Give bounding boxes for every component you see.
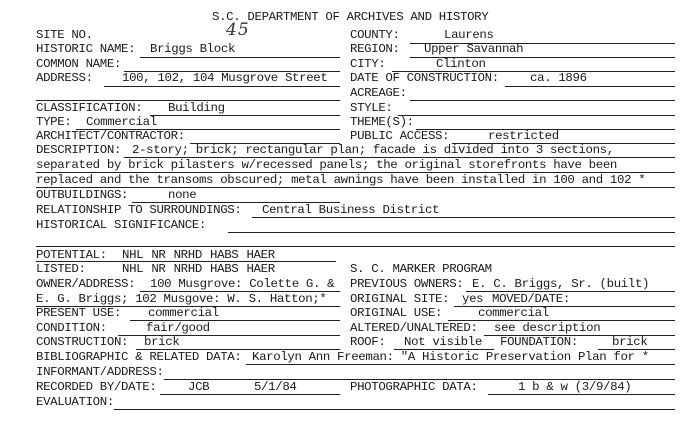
relationship-label: RELATIONSHIP TO SURROUNDINGS: (36, 203, 242, 217)
relationship-rule (252, 217, 675, 218)
original-use-label: ORIGINAL USE: (350, 306, 443, 320)
classification-value: Building (168, 101, 225, 115)
type-label: TYPE: (36, 115, 72, 129)
county-value: Laurens (444, 28, 494, 42)
date-of-construction-label: DATE OF CONSTRUCTION: (350, 71, 499, 85)
owner-label: OWNER/ADDRESS: (36, 277, 136, 291)
evaluation-label: EVALUATION: (36, 395, 114, 409)
owner-line-1: 100 Musgrove: Colette G. & (150, 277, 335, 291)
form-header: S.C. DEPARTMENT OF ARCHIVES AND HISTORY (212, 10, 489, 24)
county-label: COUNTY: (350, 28, 400, 42)
city-label: CITY: (350, 57, 386, 71)
previous-owners-value: E. C. Briggs, Sr. (built) (472, 277, 650, 291)
original-use-value: commercial (478, 306, 549, 320)
address-value: 100, 102, 104 Musgrove Street (122, 71, 328, 85)
construction-value: brick (144, 335, 180, 349)
bibliographic-rule (246, 364, 675, 365)
historic-name-value: Briggs Block (150, 42, 236, 56)
outbuildings-label: OUTBUILDINGS: (36, 188, 129, 202)
public-access-label: PUBLIC ACCESS: (350, 129, 450, 143)
description-line-2: separated by brick pilasters w/recessed panels; the original storefronts have been (36, 158, 618, 172)
address-label: ADDRESS: (36, 71, 93, 85)
historic-name-label: HISTORIC NAME: (36, 42, 136, 56)
bibliographic-label: BIBLIOGRAPHIC & RELATED DATA: (36, 350, 242, 364)
recorded-rule (160, 394, 340, 395)
historical-significance-label: HISTORICAL SIGNIFICANCE: (36, 218, 207, 232)
architect-label: ARCHITECT/CONTRACTOR: (36, 129, 185, 143)
construction-label: CONSTRUCTION: (36, 335, 129, 349)
photographic-label: PHOTOGRAPHIC DATA: (350, 380, 478, 394)
photographic-value: 1 b & w (3/9/84) (518, 380, 632, 394)
recorded-by: JCB (188, 380, 210, 394)
altered-value: see description (494, 321, 601, 335)
style-label: STYLE: (350, 101, 393, 115)
potential-label: POTENTIAL: (36, 248, 107, 262)
original-site-value: yes (462, 292, 484, 306)
type-value: Commercial (86, 115, 157, 129)
relationship-value: Central Business District (262, 203, 440, 217)
condition-value: fair/good (146, 321, 210, 335)
present-use-value: commercial (148, 306, 219, 320)
region-label: REGION: (350, 42, 400, 56)
public-access-value: restricted (488, 129, 559, 143)
photographic-rule (488, 394, 675, 395)
description-line-1: 2-story; brick; rectangular plan; facade is divided into 3 sections, (132, 143, 614, 157)
acreage-label: ACREAGE: (350, 86, 407, 100)
roof-value: Not visible (404, 335, 482, 349)
roof-label: ROOF: (350, 335, 386, 349)
present-use-label: PRESENT USE: (36, 306, 122, 320)
moved-date-label: MOVED/DATE: (492, 292, 570, 306)
address-rule (104, 86, 340, 87)
original-site-label: ORIGINAL SITE: (350, 292, 450, 306)
historical-significance-rule-2 (36, 246, 675, 247)
date-of-construction-rule (505, 86, 675, 87)
previous-owners-label: PREVIOUS OWNERS: (350, 277, 464, 291)
historic-name-rule (140, 57, 340, 58)
city-value: Clinton (436, 57, 486, 71)
description-line-3: replaced and the transoms obscured; metal awnings have been installed in 100 and 102 * (36, 173, 646, 187)
acreage-rule (410, 100, 675, 101)
condition-label: CONDITION: (36, 321, 107, 335)
classification-rule (150, 115, 340, 116)
listed-label: LISTED: (36, 262, 86, 276)
historical-significance-rule (228, 232, 675, 233)
potential-options: NHL NR NRHD HABS HAER (122, 248, 275, 262)
informant-label: INFORMANT/ADDRESS: (36, 365, 164, 379)
altered-label: ALTERED/UNALTERED: (350, 321, 478, 335)
foundation-label: FOUNDATION: (500, 335, 578, 349)
outbuildings-value: none (168, 188, 197, 202)
region-value: Upper Savannah (424, 42, 524, 56)
recorded-date: 5/1/84 (254, 380, 297, 394)
site-no-label: SITE NO. (36, 28, 93, 42)
common-name-label: COMMON NAME: (36, 57, 122, 71)
site-no-handwritten: 45 (226, 20, 250, 40)
theme-label: THEME(S): (350, 115, 414, 129)
style-rule (398, 115, 675, 116)
description-label: DESCRIPTION: (36, 143, 122, 157)
owner-line-2: E. G. Briggs; 102 Musgove: W. S. Hatton;* (36, 292, 327, 306)
date-of-construction-value: ca. 1896 (530, 71, 587, 85)
bibliographic-value: Karolyn Ann Freeman: "A Historic Preservation Plan for * (252, 350, 649, 364)
description-rule-3 (36, 187, 675, 188)
classification-label: CLASSIFICATION: (36, 101, 143, 115)
listed-options: NHL NR NRHD HABS HAER (122, 262, 275, 276)
evaluation-rule (114, 409, 675, 410)
marker-program: S. C. MARKER PROGRAM (350, 262, 492, 276)
recorded-label: RECORDED BY/DATE: (36, 380, 157, 394)
foundation-value: brick (612, 335, 648, 349)
